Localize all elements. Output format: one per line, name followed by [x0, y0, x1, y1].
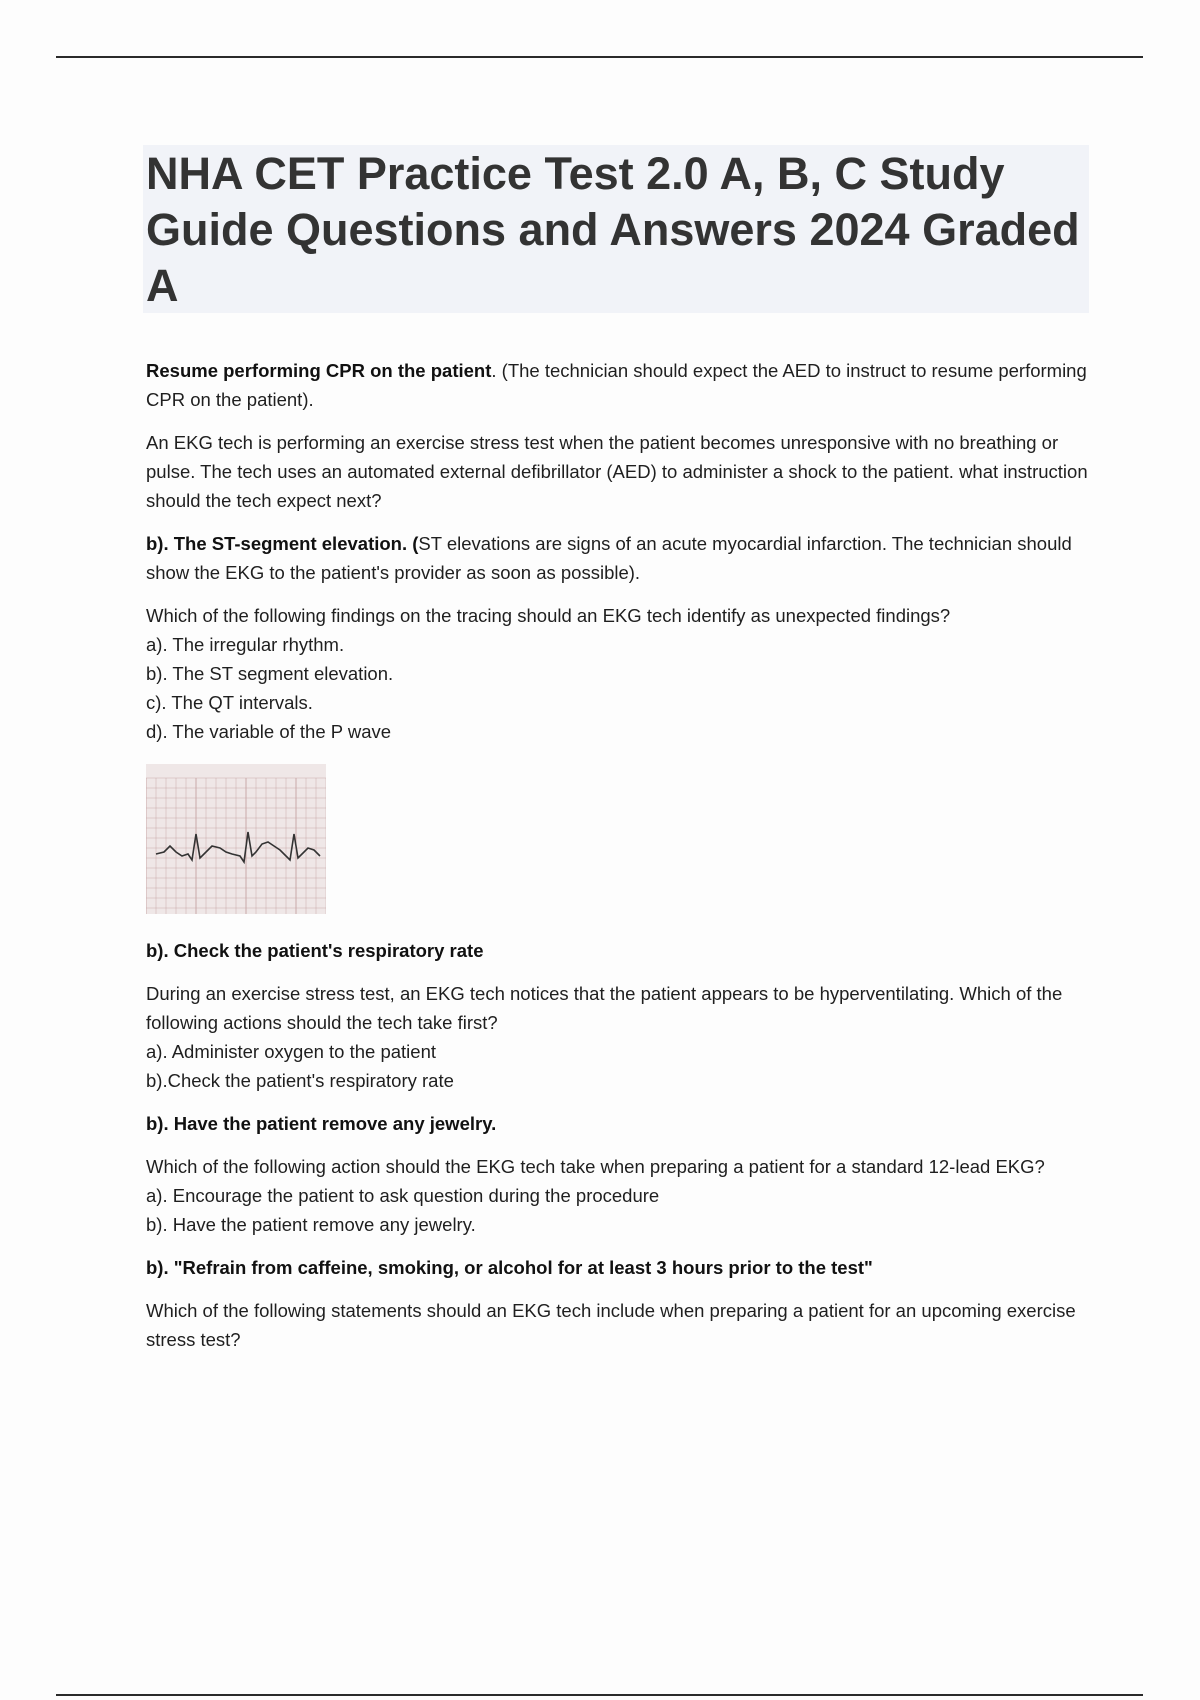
answer-3-bold: b). Check the patient's respiratory rate — [146, 940, 484, 961]
bottom-rule — [56, 1694, 1143, 1696]
document-body — [146, 356, 1096, 1368]
answer-5 — [146, 1253, 1096, 1282]
question-3-stem: During an exercise stress test, an EKG tech notices that the patient appears to be hyperventilating. Which of the following actions should the tech take first? — [146, 983, 1063, 1033]
answer-3 — [146, 936, 1096, 965]
option: a). Administer oxygen to the patient — [146, 1041, 437, 1062]
question-3 — [146, 979, 1096, 1095]
answer-4 — [146, 1109, 1096, 1138]
question-2 — [146, 601, 1096, 746]
question-1: An EKG tech is performing an exercise stress test when the patient becomes unresponsive with no breathing or pulse. The tech uses an automated external defibrillator (AED) to administer a shock to the patient. what instruction should the tech expect next? — [146, 432, 1088, 511]
option: c). The QT intervals. — [146, 692, 313, 713]
option: d). The variable of the P wave — [146, 721, 392, 742]
ekg-tracing-image — [146, 764, 326, 914]
answer-1 — [146, 356, 1096, 414]
option: a). Encourage the patient to ask question during the procedure — [146, 1185, 660, 1206]
answer-2-text: ST elevations are signs of an acute myocardial infarction. The technician should show the EKG to the patient's provider as soon as possible). — [146, 533, 1072, 583]
option: b).Check the patient's respiratory rate — [146, 1070, 454, 1091]
option: b). The ST segment elevation. — [146, 663, 394, 684]
option: a). The irregular rhythm. — [146, 634, 345, 655]
top-rule — [56, 56, 1143, 58]
answer-2-bold: b). The ST-segment elevation. ( — [146, 533, 419, 554]
page-title: NHA CET Practice Test 2.0 A, B, C Study Guide Questions and Answers 2024 Graded A — [146, 148, 1080, 311]
answer-5-bold: b). "Refrain from caffeine, smoking, or alcohol for at least 3 hours prior to the test" — [146, 1257, 873, 1278]
answer-2 — [146, 529, 1096, 587]
answer-1-text: . (The technician should expect the AED to instruct to resume performing CPR on the patient). — [146, 360, 1087, 410]
answer-1-bold: Resume performing CPR on the patient — [146, 360, 492, 381]
question-2-stem: Which of the following findings on the tracing should an EKG tech identify as unexpected findings? — [146, 605, 951, 626]
answer-4-bold: b). Have the patient remove any jewelry. — [146, 1113, 497, 1134]
option: b). Have the patient remove any jewelry. — [146, 1214, 476, 1235]
question-5: Which of the following statements should an EKG tech include when preparing a patient for an upcoming exercise stress test? — [146, 1300, 1076, 1350]
question-4 — [146, 1152, 1096, 1239]
question-4-stem: Which of the following action should the EKG tech take when preparing a patient for a standard 12-lead EKG? — [146, 1156, 1045, 1177]
